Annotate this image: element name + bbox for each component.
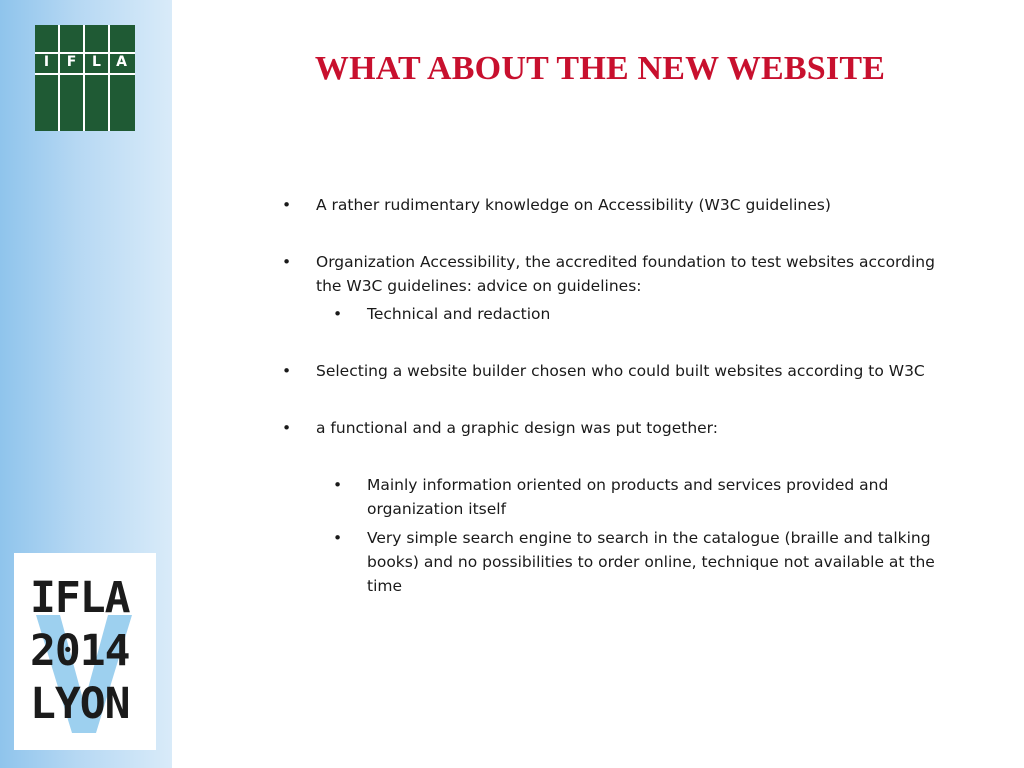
sub-bullet-item bbox=[282, 473, 962, 521]
ifla-letter-i: I bbox=[43, 54, 50, 70]
slide-body bbox=[282, 193, 962, 598]
bullet-item bbox=[282, 416, 962, 440]
logo-grid-line bbox=[83, 25, 85, 131]
bullet-text: a functional and a graphic design was put together: bbox=[316, 419, 719, 437]
lyon-logo-line-1: IFLA bbox=[30, 573, 130, 623]
logo-grid-line bbox=[35, 73, 135, 75]
bullet-dot-icon: • bbox=[333, 476, 343, 494]
bullet-item bbox=[282, 250, 962, 298]
slide-title: WHAT ABOUT THE NEW WEBSITE bbox=[314, 50, 886, 87]
ifla-logo bbox=[35, 25, 135, 131]
sub-bullet-item bbox=[282, 302, 962, 326]
ifla-letter-l: L bbox=[92, 54, 101, 70]
sub-bullet-item bbox=[282, 526, 962, 598]
logo-grid-line bbox=[58, 25, 60, 131]
sub-bullet-text: Very simple search engine to search in the catalogue (braille and talking books) and no possibilities to order online, technique not available at the time bbox=[367, 529, 935, 595]
bullet-dot-icon: • bbox=[333, 529, 343, 547]
ifla-letter-f: F bbox=[66, 54, 77, 70]
lyon-logo-line-3: LYON bbox=[30, 679, 130, 729]
lyon-logo-line-2: 2014 bbox=[30, 626, 130, 676]
bullet-text: Organization Accessibility, the accredited foundation to test websites according the W3C guidelines: advice on guidelines: bbox=[316, 253, 935, 295]
sub-bullet-text: Mainly information oriented on products and services provided and organization itself bbox=[367, 476, 889, 518]
bullet-text: Selecting a website builder chosen who could built websites according to W3C bbox=[316, 362, 925, 380]
bullet-dot-icon: • bbox=[282, 362, 292, 380]
ifla-2014-lyon-logo bbox=[14, 553, 156, 750]
bullet-dot-icon: • bbox=[333, 305, 343, 323]
bullet-item bbox=[282, 359, 962, 383]
bullet-item bbox=[282, 193, 962, 217]
ifla-letter-a: A bbox=[116, 54, 127, 70]
bullet-text: A rather rudimentary knowledge on Accessibility (W3C guidelines) bbox=[316, 196, 831, 214]
logo-grid-line bbox=[108, 25, 110, 131]
bullet-dot-icon: • bbox=[282, 196, 292, 214]
sub-bullet-text: Technical and redaction bbox=[367, 305, 551, 323]
bullet-dot-icon: • bbox=[282, 419, 292, 437]
bullet-dot-icon: • bbox=[282, 253, 292, 271]
